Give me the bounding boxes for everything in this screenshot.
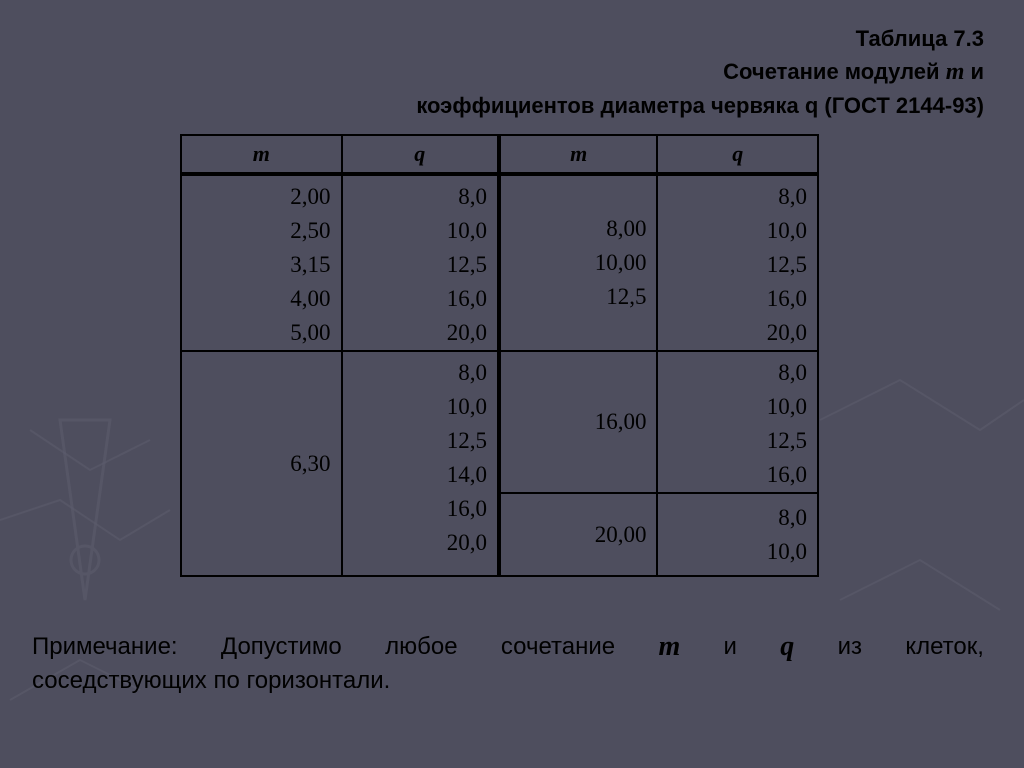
header-q-left: q — [342, 135, 499, 174]
table-row — [181, 351, 818, 493]
table-title — [416, 22, 984, 122]
cell-q-right-group2: 8,0 10,0 12,5 16,0 — [657, 351, 818, 493]
table-row — [181, 174, 818, 351]
cell-q-left-group2: 8,0 10,0 12,5 14,0 16,0 20,0 — [342, 351, 499, 576]
cell-m-right-group3: 20,00 — [499, 493, 657, 576]
modules-table — [180, 134, 819, 577]
note-symbol-q: q — [780, 631, 795, 662]
table-number: Таблица 7.3 — [855, 26, 984, 51]
note-symbol-m: m — [658, 631, 681, 662]
cell-q-right-group1: 8,0 10,0 12,5 16,0 20,0 — [657, 174, 818, 351]
title-symbol-m: m — [945, 59, 965, 85]
cell-q-right-group3: 8,0 10,0 — [657, 493, 818, 576]
cell-m-right-group1: 8,00 10,00 12,5 — [499, 174, 657, 351]
cell-m-right-group2: 16,00 — [499, 351, 657, 493]
note-line-1: Примечание: Допустимо любое сочетание m и q из клеток, — [32, 631, 984, 662]
cell-m-left-group2: 6,30 — [181, 351, 342, 576]
header-row — [181, 135, 818, 174]
note-line-2: соседствующих по горизонтали. — [32, 667, 391, 694]
note-paragraph — [32, 630, 984, 698]
title-line-3: коэффициентов диаметра червяка q (ГОСТ 2144-93) — [416, 93, 984, 118]
header-m-left: m — [181, 135, 342, 174]
cell-m-left-group1: 2,00 2,50 3,15 4,00 5,00 — [181, 174, 342, 351]
header-m-right: m — [499, 135, 657, 174]
title-line-2: Сочетание модулей m и — [723, 59, 984, 85]
cell-q-left-group1: 8,0 10,0 12,5 16,0 20,0 — [342, 174, 499, 351]
header-q-right: q — [657, 135, 818, 174]
table-container — [180, 134, 819, 577]
